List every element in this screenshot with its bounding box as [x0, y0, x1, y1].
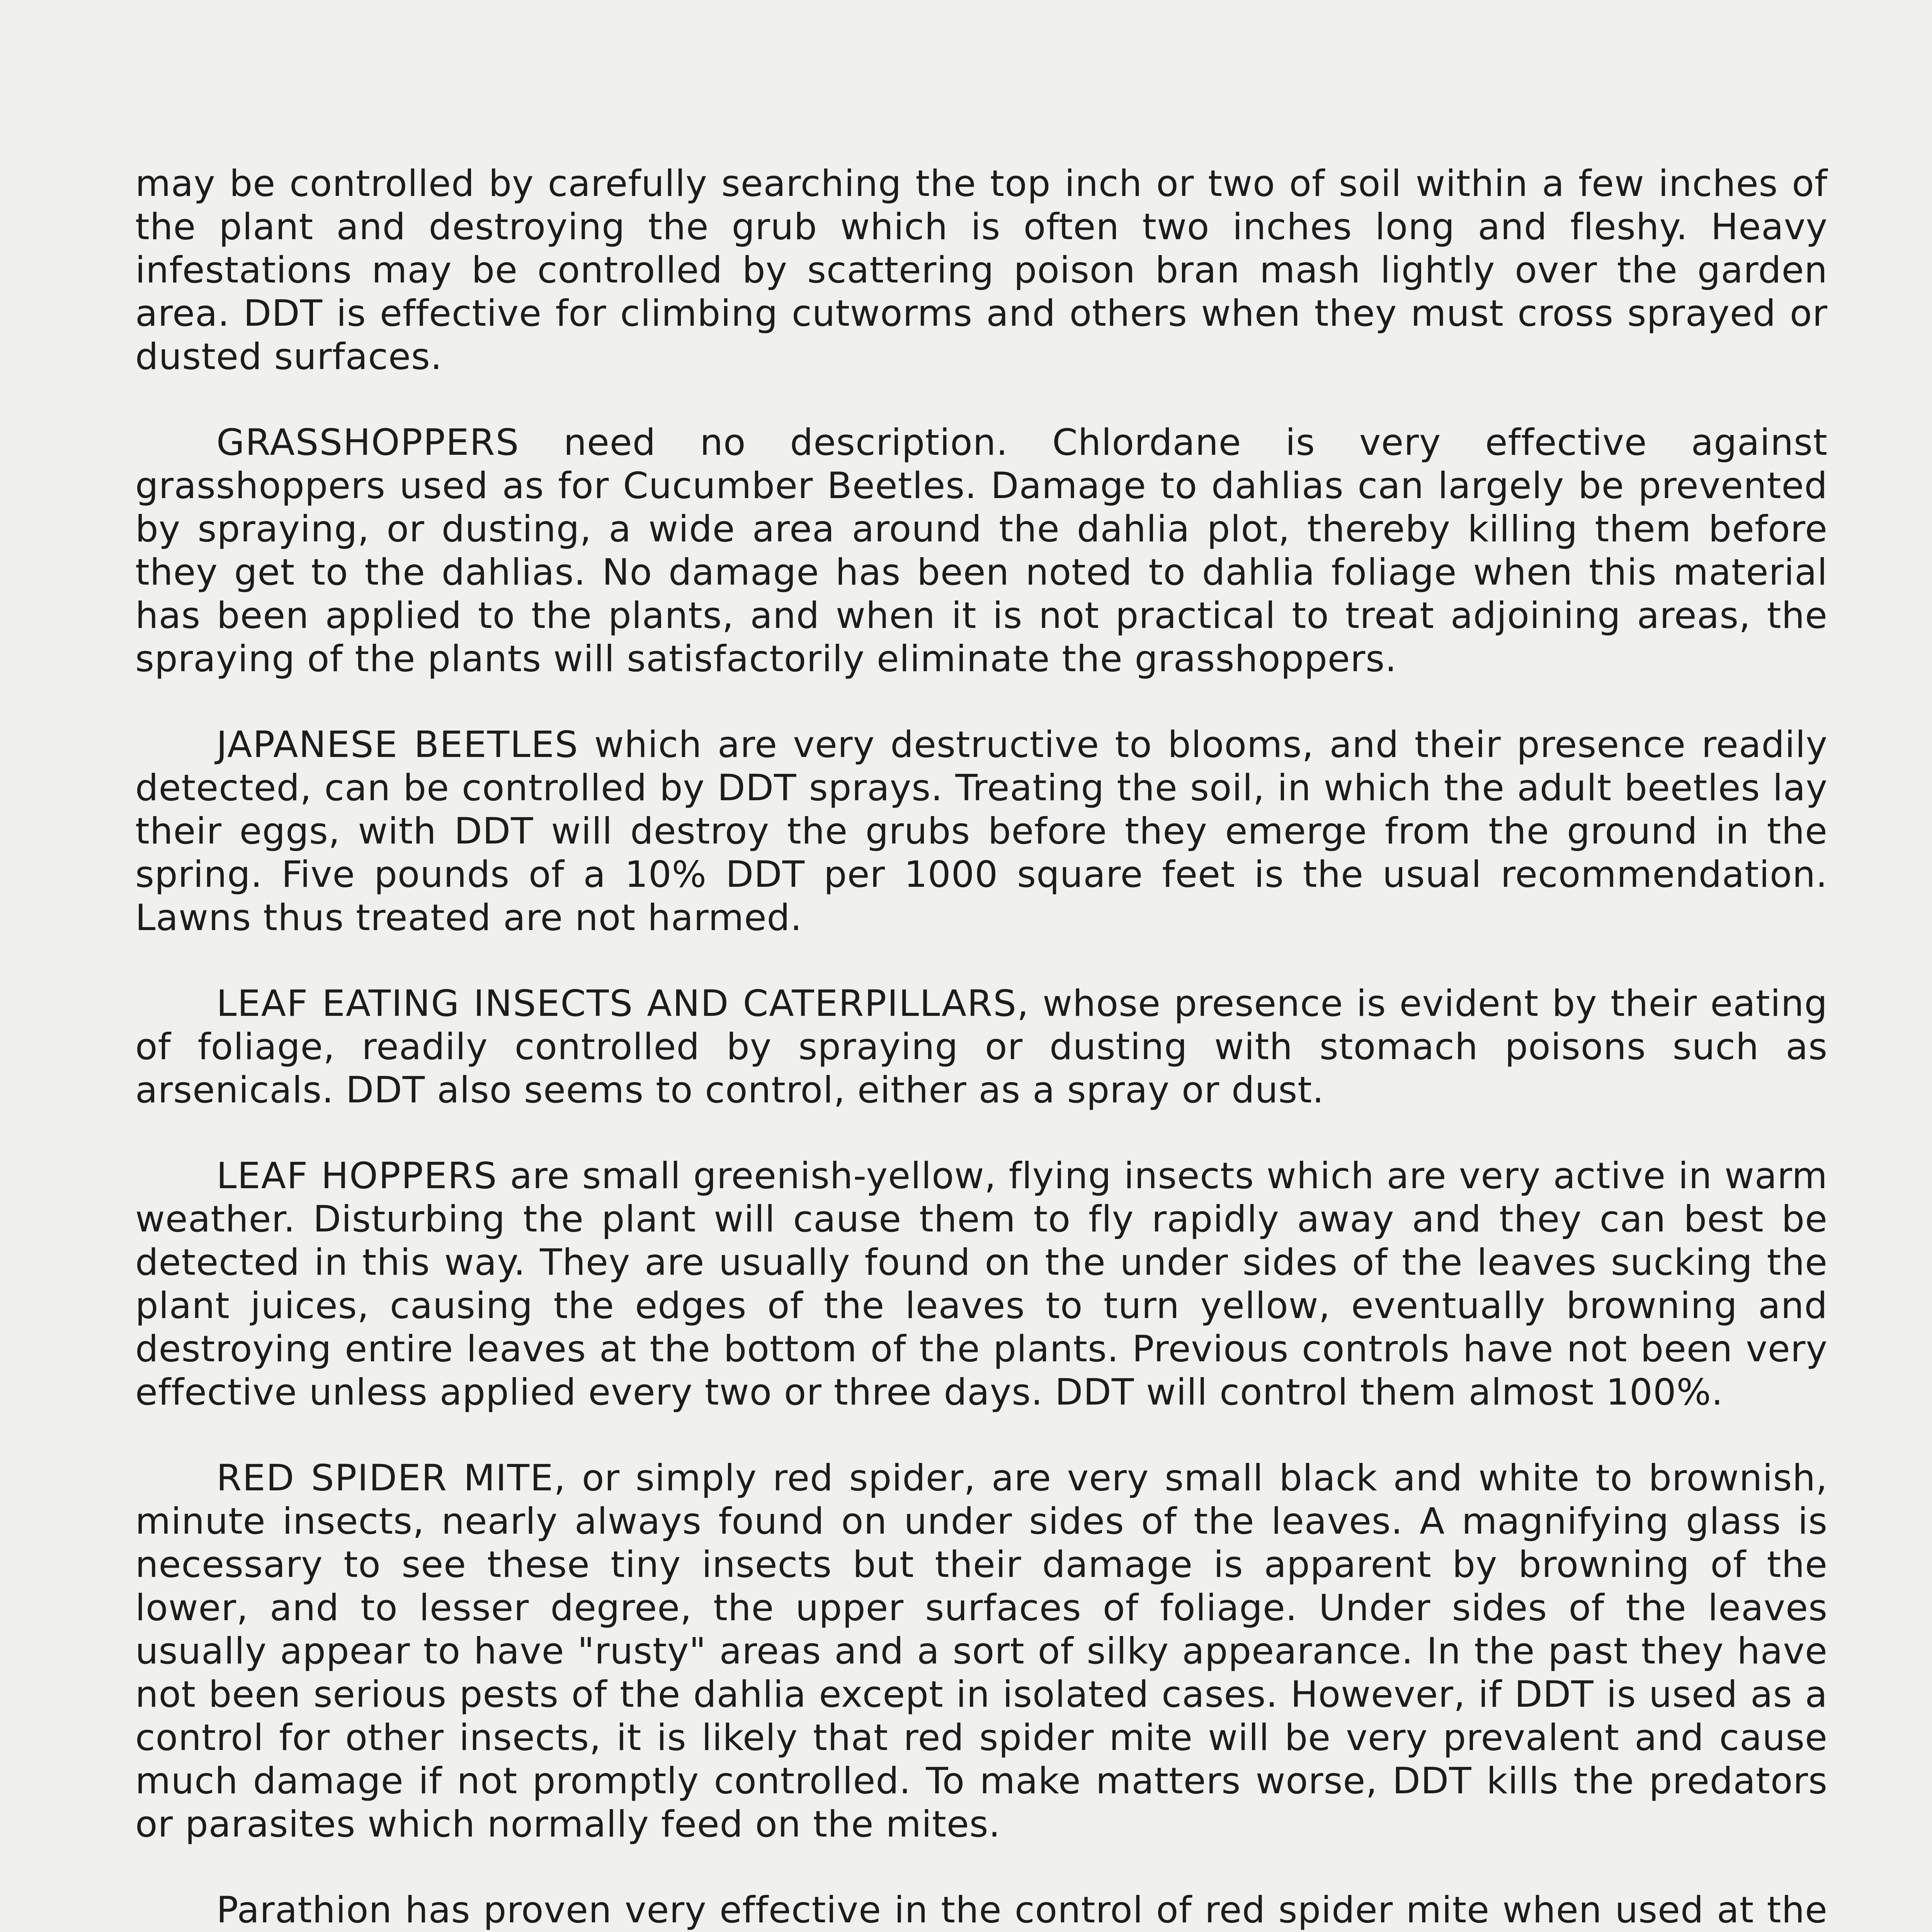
paragraph-text: Parathion has proven very effective in the control of red spider mite when used at the: [216, 1889, 1828, 1931]
paragraph-text: whose presence is evident by their eating of foliage, readily controlled by spraying or dusting with stomach poisons such as arsenicals. DDT also seems to control, either as a spray or dust.: [135, 983, 1828, 1111]
paragraph-parathion: [135, 1889, 1828, 1932]
paragraph-lead: LEAF HOPPERS: [216, 1155, 498, 1197]
paragraph-text: are small greenish-yellow, flying insects which are very active in warm weather. Disturbing the plant will cause them to fly rapidly away and they can best be detected in this way. They are usually found on the under sides of the leaves sucking the plant juices, causing the edges of the leaves to turn yellow, eventually browning and destroying entire leaves at the bottom of the plants. Previous controls have not been very effective unless applied every two or three days. DDT will control them almost 100%.: [135, 1155, 1828, 1413]
paragraph-cutworms-continued: [135, 162, 1828, 379]
paragraph-text: need no description. Chlordane is very effective against grasshoppers used as for Cucumber Beetles. Damage to dahlias can largely be prevented by spraying, or dusting, a wide area around the dahlia plot, thereby killing them before they get to the dahlias. No damage has been noted to dahlia foliage when this material has been applied to the plants, and when it is not practical to treat adjoining areas, the spraying of the plants will satisfactorily eliminate the grasshoppers.: [135, 422, 1828, 680]
paragraph-lead: RED SPIDER MITE,: [216, 1457, 566, 1499]
body-text: [135, 162, 1828, 1932]
paragraph-text: may be controlled by carefully searching the top inch or two of soil within a few inches of the plant and destroying the grub which is often two inches long and fleshy. Heavy infestations may be controlled by scattering poison bran mash lightly over the garden area. DDT is effective for climbing cutworms and others when they must cross sprayed or dusted surfaces.: [135, 163, 1828, 378]
paragraph-leaf-hoppers: [135, 1155, 1828, 1414]
paragraph-text: or simply red spider, are very small black and white to brownish, minute insects, nearly always found on under sides of the leaves. A magnifying glass is necessary to see these tiny insects but their damage is apparent by browning of the lower, and to lesser degree, the upper surfaces of foliage. Under sides of the leaves usually appear to have "rusty" areas and a sort of silky appearance. In the past they have not been serious pests of the dahlia except in isolated cases. However, if DDT is used as a control for other insects, it is likely that red spider mite will be very prevalent and cause much damage if not promptly controlled. To make matters worse, DDT kills the predators or parasites which normally feed on the mites.: [135, 1457, 1828, 1845]
paragraph-lead: LEAF EATING INSECTS AND CATERPILLARS,: [216, 983, 1029, 1025]
paragraph-japanese-beetles: [135, 723, 1828, 940]
paragraph-grasshoppers: [135, 421, 1828, 681]
paragraph-leaf-eating-insects: [135, 982, 1828, 1112]
paragraph-lead: JAPANESE BEETLES: [216, 724, 579, 766]
paragraph-lead: GRASSHOPPERS: [216, 422, 520, 464]
paragraph-text: which are very destructive to blooms, and their presence readily detected, can be controlled by DDT sprays. Treating the soil, in which the adult beetles lay their eggs, with DDT will destroy the grubs before they emerge from the ground in the spring. Five pounds of a 10% DDT per 1000 square feet is the usual recommendation. Lawns thus treated are not harmed.: [135, 724, 1828, 939]
paragraph-red-spider-mite: [135, 1457, 1828, 1846]
